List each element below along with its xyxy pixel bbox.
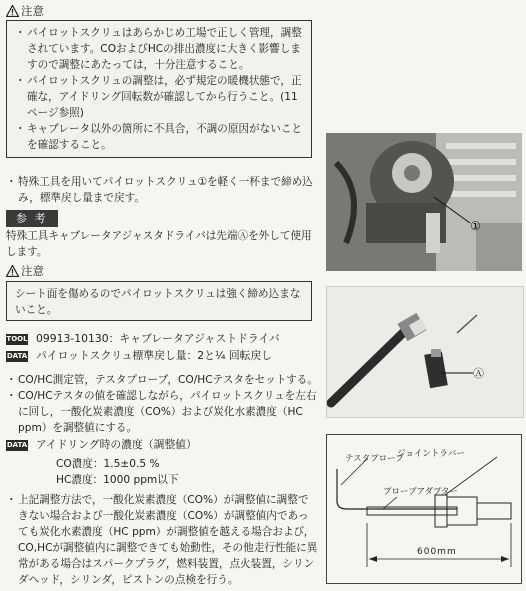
tool-line — [6, 331, 280, 347]
data-icon: DATA — [6, 351, 28, 360]
callout-1: ① — [470, 219, 481, 233]
label-joint-rubber: ジョイントラバー — [397, 449, 465, 459]
data-line-1 — [6, 348, 272, 364]
step-text: ・ CO/HCテスタの値を確認しながら，パイロットスクリュを左右に回し，一酸化炭素濃度（CO%）および炭化水素濃度（HC ppm）を調整値にする。 — [6, 388, 318, 436]
probe-diagram — [326, 434, 522, 584]
hc-value: HC濃度：1000 ppm以下 — [56, 474, 179, 486]
caution-title: 注意 — [21, 4, 44, 18]
caution-box-1 — [6, 20, 312, 158]
caution-item: ・ キャブレータ以外の箇所に不具合，不調の原因がないことを確認すること。 — [15, 121, 305, 153]
dimension-label: 600mm — [417, 547, 457, 557]
label-tester-probe: テスタプローブ — [345, 454, 404, 464]
warning-triangle-icon — [6, 5, 19, 17]
caution-title: 注意 — [21, 264, 44, 278]
callout-line — [430, 193, 474, 229]
warning-triangle-icon — [6, 265, 19, 277]
reference-text: 特殊工具キャブレータアジャスタドライバは先端Ⓐを外して使用します。 — [6, 230, 312, 258]
step-1 — [6, 174, 318, 206]
data-line-2 — [6, 437, 197, 453]
step-1-text: ・ 特殊工具を用いてパイロットスクリュ①を軽く一杯まで締め込み，標準戻し量まで戻す。 — [6, 174, 318, 206]
caution-text: シート面を傷めるのでパイロットスクリュは強く締め込まないこと。 — [15, 288, 301, 316]
tool-icon: TOOL — [6, 334, 28, 343]
label-probe-adapter: プローブアダプター — [383, 487, 458, 497]
final-paragraph — [6, 492, 318, 588]
data-title: アイドリング時の濃度（調整値） — [36, 438, 197, 451]
caution-heading-2 — [6, 263, 44, 279]
callout-line — [439, 367, 479, 379]
data-icon: DATA — [6, 440, 28, 449]
carburetor-photo — [326, 133, 522, 271]
data-text: パイロットスクリュ標準戻し量：2と¼ 回転戻し — [36, 349, 273, 362]
final-text: ・ 上記調整方法で，一酸化炭素濃度（CO%）が調整値に調整できない場合および一酸化炭素濃度（CO%）が調整値内であっても炭化水素濃度（HC ppm）が調整値を越える場合および，CO,HCが調整値内に調整できても始動性，その他走行性能に異常がある場合はスパークプラグ，燃料装置，点火装置，シリンダヘッド，シリンダ，ピストンの点検を行う。 — [6, 492, 318, 588]
step-text: ・ CO/HC測定管，テスタプローブ，CO/HCテスタをセットする。 — [6, 372, 318, 388]
caution-heading-1 — [6, 3, 44, 19]
co-value: CO濃度：1.5±0.5 % — [56, 458, 160, 470]
steps-2 — [6, 372, 318, 436]
callout-a: Ⓐ — [473, 367, 484, 380]
caution-item: ・ パイロットスクリュはあらかじめ工場で正しく管理，調整されています。COおよびHCの排出濃度に大きく影響しますので調整にあたっては，十分注意すること。 — [15, 25, 305, 73]
caution-item: ・ パイロットスクリュの調整は，必ず規定の暖機状態で，正確な，アイドリング回転数が確認してから行うこと。(11ページ参照) — [15, 73, 305, 121]
reference-heading: 参 考 — [6, 210, 58, 227]
tool-text: 09913-10130：キャブレータアジャストドライバ — [36, 332, 280, 345]
caution-box-2 — [6, 281, 312, 321]
adjuster-driver-photo — [326, 286, 524, 418]
